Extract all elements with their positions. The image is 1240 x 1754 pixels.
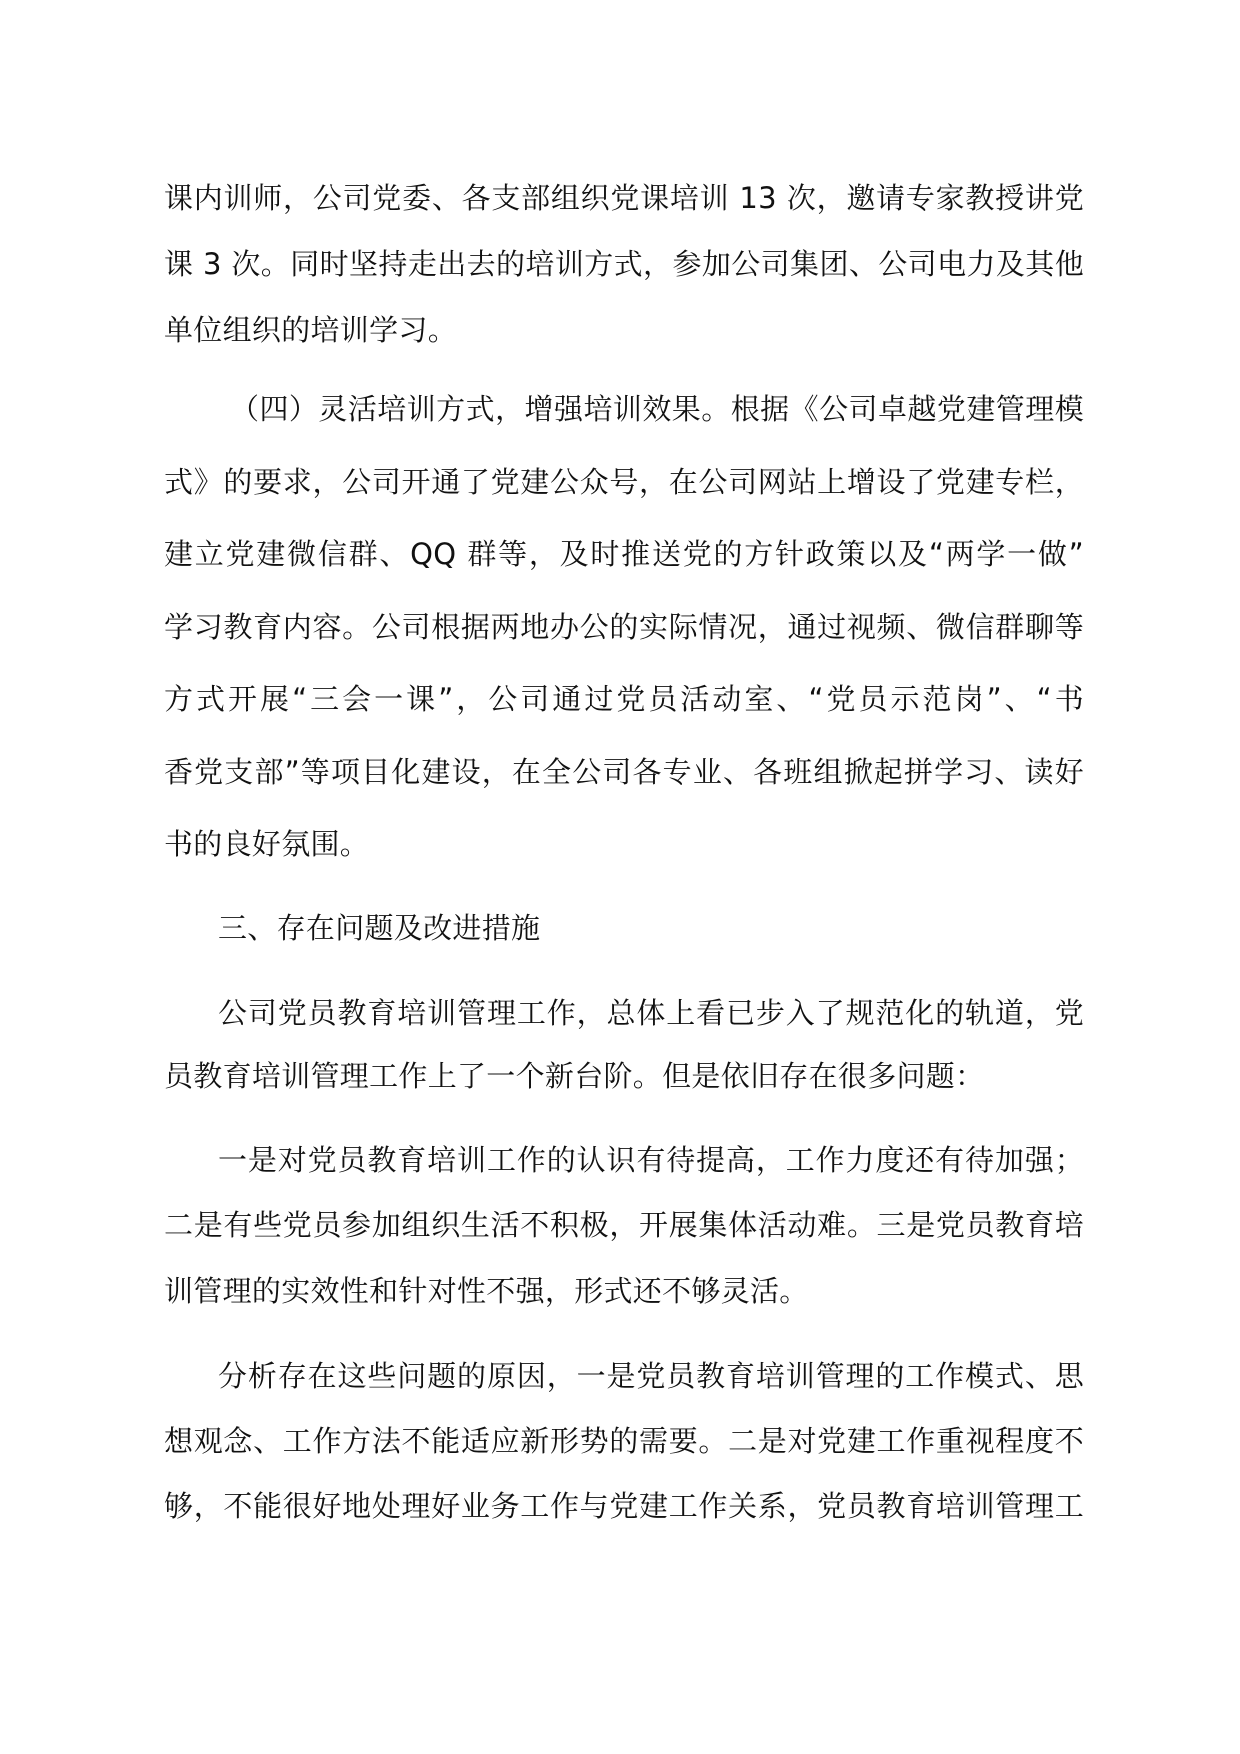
text-line-10: 书的良好氛围。 [164, 827, 370, 861]
section-heading: 三、存在问题及改进措施 [218, 911, 541, 945]
text-line-18: 想观念、工作方法不能适应新形势的需要。二是对党建工作重视程度不 [164, 1424, 1084, 1458]
text-line-3: 单位组织的培训学习。 [164, 313, 458, 347]
text-line-5: 式》的要求，公司开通了党建公众号，在公司网站上增设了党建专栏， [164, 465, 1084, 499]
text-line-17: 分析存在这些问题的原因，一是党员教育培训管理的工作模式、思 [218, 1359, 1084, 1393]
text-line-7: 学习教育内容。公司根据两地办公的实际情况，通过视频、微信群聊等 [164, 610, 1084, 644]
text-line-13: 员教育培训管理工作上了一个新台阶。但是依旧存在很多问题： [164, 1059, 985, 1093]
text-line-19: 够，不能很好地处理好业务工作与党建工作关系，党员教育培训管理工 [164, 1489, 1084, 1523]
text-line-15: 二是有些党员参加组织生活不积极，开展集体活动难。三是党员教育培 [164, 1208, 1084, 1242]
text-line-2: 课 3 次。同时坚持走出去的培训方式，参加公司集团、公司电力及其他 [164, 247, 1084, 281]
text-line-14: 一是对党员教育培训工作的认识有待提高，工作力度还有待加强； [218, 1143, 1084, 1177]
text-line-1: 课内训师，公司党委、各支部组织党课培训 13 次，邀请专家教授讲党 [164, 181, 1084, 215]
text-line-8: 方式开展“三会一课”，公司通过党员活动室、“党员示范岗”、“书 [164, 682, 1084, 716]
text-line-16: 训管理的实效性和针对性不强，形式还不够灵活。 [164, 1274, 809, 1308]
text-line-4: （四）灵活培训方式，增强培训效果。根据《公司卓越党建管理模 [230, 392, 1084, 426]
text-line-12: 公司党员教育培训管理工作，总体上看已步入了规范化的轨道，党 [218, 996, 1084, 1030]
text-line-6: 建立党建微信群、QQ 群等，及时推送党的方针政策以及“两学一做” [164, 537, 1084, 571]
text-line-9: 香党支部”等项目化建设，在全公司各专业、各班组掀起拼学习、读好 [164, 755, 1084, 789]
